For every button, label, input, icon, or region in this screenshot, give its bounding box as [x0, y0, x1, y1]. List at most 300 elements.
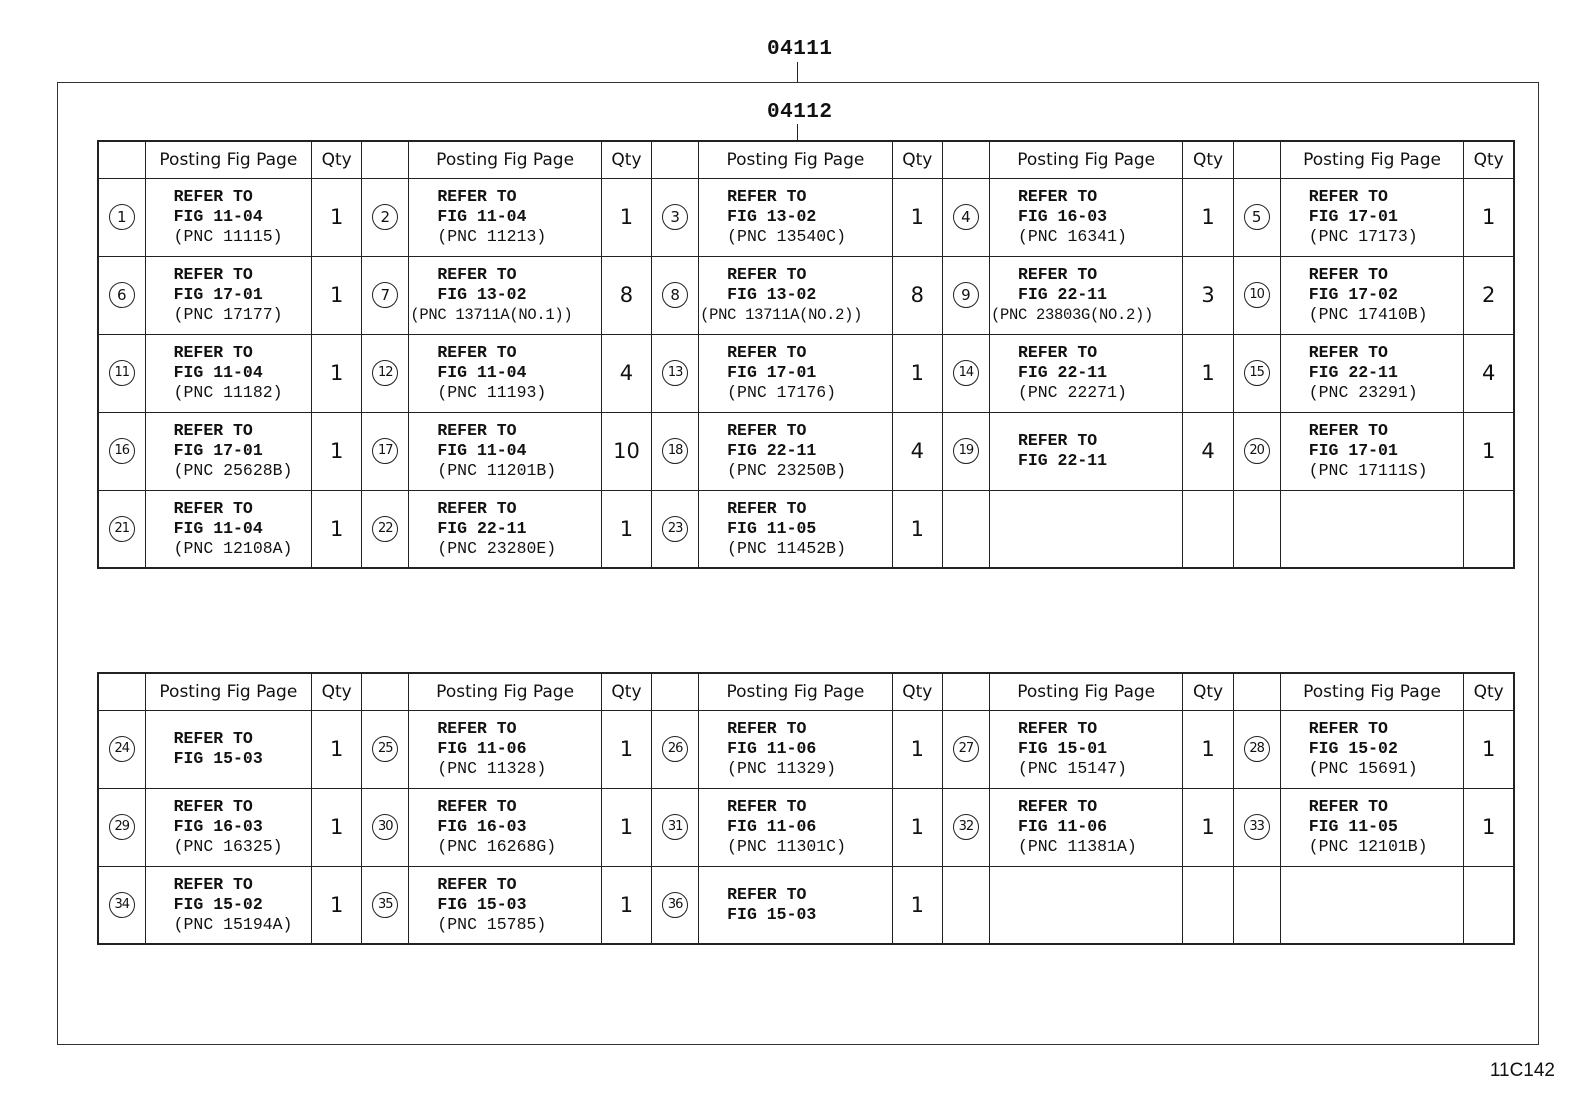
pnc-code: (PNC 11452B) [727, 538, 846, 558]
item-number-cell [942, 866, 989, 944]
quantity-cell: 1 [1464, 710, 1514, 788]
quantity-cell: 1 [892, 710, 942, 788]
refer-to-label: REFER TO [727, 498, 807, 518]
reference-cell [1280, 334, 1464, 412]
item-number-cell [652, 334, 699, 412]
header-num-cell [1233, 673, 1280, 710]
item-number-cell [652, 490, 699, 568]
quantity-cell [1464, 866, 1514, 944]
header-posting-fig-page: Posting Fig Page [699, 141, 893, 178]
header-num-cell [1233, 141, 1280, 178]
refer-to-label: REFER TO [1017, 431, 1098, 450]
fig-page: FIG 15-02 [173, 894, 263, 914]
pnc-code: (PNC 11115) [173, 227, 283, 246]
refer-to-label: REFER TO [437, 421, 517, 440]
reference-cell [145, 710, 311, 788]
fig-page: FIG 11-04 [173, 207, 263, 226]
pnc-code: (PNC 12108A) [173, 538, 293, 558]
quantity-cell: 1 [892, 334, 942, 412]
item-number-cell [362, 178, 409, 256]
quantity-cell: 1 [1464, 178, 1514, 256]
fig-page: FIG 15-02 [1308, 739, 1398, 758]
item-number-cell [98, 788, 145, 866]
header-posting-fig-page: Posting Fig Page [699, 673, 893, 710]
header-qty: Qty [601, 673, 651, 710]
item-number-cell [362, 866, 409, 944]
reference-cell [989, 788, 1183, 866]
fig-page: FIG 15-03 [173, 749, 263, 768]
item-number-badge: 7 [372, 282, 398, 308]
fig-page: FIG 11-06 [727, 739, 817, 758]
reference-table-1 [97, 140, 1515, 569]
header-row [98, 673, 1514, 710]
item-number-cell [98, 490, 145, 568]
refer-to-label: REFER TO [437, 719, 517, 738]
fig-page: FIG 22-11 [727, 441, 817, 460]
fig-page: FIG 15-03 [437, 894, 527, 914]
header-posting-fig-page: Posting Fig Page [409, 141, 602, 178]
reference-cell [699, 334, 893, 412]
refer-to-label: REFER TO [1308, 187, 1388, 206]
header-qty: Qty [1464, 141, 1514, 178]
header-posting-fig-page: Posting Fig Page [409, 673, 602, 710]
item-number-badge: 25 [372, 736, 398, 762]
refer-to-label: REFER TO [437, 187, 517, 206]
refer-to-label: REFER TO [727, 421, 807, 440]
item-number-badge: 14 [953, 360, 979, 386]
item-number-badge: 33 [1244, 814, 1270, 840]
item-number-badge: 6 [109, 282, 135, 308]
item-number-badge: 19 [953, 438, 979, 464]
inner-leader [797, 124, 798, 140]
reference-cell [1280, 788, 1464, 866]
pnc-code: (PNC 13540C) [727, 227, 846, 246]
pnc-code: (PNC 17111S) [1308, 461, 1428, 480]
fig-page: FIG 15-03 [727, 904, 817, 924]
reference-cell [1280, 256, 1464, 334]
quantity-cell: 4 [892, 412, 942, 490]
refer-to-label: REFER TO [727, 187, 807, 206]
item-number-badge: 13 [662, 360, 688, 386]
refer-to-label: REFER TO [727, 265, 807, 284]
item-number-cell [1233, 256, 1280, 334]
table-row [98, 788, 1514, 866]
reference-cell [989, 412, 1183, 490]
table-body [98, 710, 1514, 944]
header-qty: Qty [892, 141, 942, 178]
header-posting-fig-page: Posting Fig Page [145, 673, 311, 710]
item-number-cell [942, 788, 989, 866]
table-row [98, 710, 1514, 788]
header-posting-fig-page: Posting Fig Page [145, 141, 311, 178]
pnc-code: (PNC 13711A(NO.2)) [700, 306, 863, 324]
item-number-badge: 23 [662, 516, 688, 542]
quantity-cell: 1 [1183, 788, 1233, 866]
fig-page: FIG 17-02 [1308, 285, 1398, 304]
refer-to-label: REFER TO [1017, 343, 1098, 362]
item-number-cell [1233, 412, 1280, 490]
pnc-code: (PNC 11193) [437, 383, 547, 402]
fig-page: FIG 11-04 [437, 207, 527, 226]
item-number-badge: 34 [109, 892, 135, 918]
reference-cell [699, 412, 893, 490]
fig-page: FIG 13-02 [437, 285, 527, 304]
refer-to-label: REFER TO [1308, 343, 1388, 362]
pnc-code: (PNC 11213) [437, 227, 547, 246]
pnc-code: (PNC 17410B) [1308, 305, 1428, 324]
pnc-code: (PNC 23803G(NO.2)) [990, 306, 1153, 324]
quantity-cell: 8 [892, 256, 942, 334]
pnc-code: (PNC 22271) [1017, 383, 1127, 402]
refer-to-label: REFER TO [727, 884, 807, 904]
reference-cell [699, 490, 893, 568]
item-number-cell [362, 710, 409, 788]
header-num-cell [98, 673, 145, 710]
pnc-code: (PNC 11182) [173, 383, 283, 402]
reference-cell [145, 866, 311, 944]
quantity-cell: 1 [892, 866, 942, 944]
refer-to-label: REFER TO [173, 874, 253, 894]
reference-cell [1280, 710, 1464, 788]
fig-page: FIG 11-06 [437, 739, 527, 758]
item-number-cell [98, 412, 145, 490]
item-number-badge: 17 [372, 438, 398, 464]
quantity-cell: 8 [601, 256, 651, 334]
item-number-badge: 4 [953, 204, 979, 230]
item-number-badge: 36 [662, 892, 688, 918]
item-number-badge: 29 [109, 814, 135, 840]
reference-cell [145, 412, 311, 490]
pnc-code: (PNC 16268G) [437, 837, 557, 856]
item-number-badge: 26 [662, 736, 688, 762]
item-number-badge: 31 [662, 814, 688, 840]
pnc-code: (PNC 12101B) [1308, 837, 1428, 856]
header-num-cell [942, 141, 989, 178]
quantity-cell: 4 [601, 334, 651, 412]
reference-cell [1280, 412, 1464, 490]
reference-cell [409, 178, 602, 256]
item-number-cell [98, 334, 145, 412]
header-qty: Qty [312, 141, 362, 178]
fig-page: FIG 22-11 [1308, 363, 1398, 382]
table-row [98, 866, 1514, 944]
pnc-code: (PNC 11301C) [727, 837, 846, 856]
refer-to-label: REFER TO [173, 343, 253, 362]
fig-page: FIG 13-02 [727, 207, 817, 226]
item-number-cell [942, 412, 989, 490]
header-posting-fig-page: Posting Fig Page [989, 673, 1183, 710]
quantity-cell [1183, 490, 1233, 568]
pnc-code: (PNC 11328) [437, 759, 547, 778]
reference-cell [409, 788, 602, 866]
quantity-cell: 1 [1464, 412, 1514, 490]
pnc-code: (PNC 23280E) [437, 538, 557, 558]
fig-page: FIG 17-01 [173, 441, 263, 460]
refer-to-label: REFER TO [1017, 797, 1098, 816]
refer-to-label: REFER TO [437, 498, 517, 518]
item-number-cell [362, 412, 409, 490]
item-number-badge: 20 [1244, 438, 1270, 464]
item-number-badge: 30 [372, 814, 398, 840]
reference-cell [699, 178, 893, 256]
fig-page: FIG 17-01 [727, 363, 817, 382]
item-number-badge: 35 [372, 892, 398, 918]
refer-to-label: REFER TO [173, 797, 253, 816]
header-num-cell [362, 141, 409, 178]
reference-cell [699, 788, 893, 866]
fig-page: FIG 11-06 [1017, 817, 1108, 836]
quantity-cell: 1 [1464, 788, 1514, 866]
fig-page: FIG 13-02 [727, 285, 817, 304]
item-number-cell [652, 866, 699, 944]
item-number-cell [652, 788, 699, 866]
fig-page: FIG 11-04 [437, 363, 527, 382]
reference-cell [409, 256, 602, 334]
quantity-cell: 10 [601, 412, 651, 490]
item-number-badge: 24 [109, 736, 135, 762]
reference-cell [699, 866, 893, 944]
table-row [98, 412, 1514, 490]
item-number-badge: 9 [953, 282, 979, 308]
reference-cell [409, 866, 602, 944]
header-qty: Qty [1183, 673, 1233, 710]
reference-cell [1280, 490, 1464, 568]
pnc-code: (PNC 17176) [727, 383, 837, 402]
quantity-cell: 1 [1183, 710, 1233, 788]
reference-cell [409, 334, 602, 412]
quantity-cell: 1 [601, 490, 651, 568]
header-num-cell [942, 673, 989, 710]
quantity-cell: 3 [1183, 256, 1233, 334]
reference-cell [699, 710, 893, 788]
item-number-cell [1233, 178, 1280, 256]
item-number-cell [362, 788, 409, 866]
item-number-badge: 28 [1244, 736, 1270, 762]
header-qty: Qty [1183, 141, 1233, 178]
refer-to-label: REFER TO [173, 421, 253, 440]
fig-page: FIG 11-04 [437, 441, 527, 460]
item-number-cell [1233, 490, 1280, 568]
refer-to-label: REFER TO [1017, 719, 1098, 738]
pnc-code: (PNC 23250B) [727, 461, 846, 480]
quantity-cell: 4 [1464, 334, 1514, 412]
item-number-badge: 21 [109, 516, 135, 542]
refer-to-label: REFER TO [1308, 421, 1388, 440]
refer-to-label: REFER TO [1308, 797, 1388, 816]
fig-page: FIG 11-05 [727, 518, 817, 538]
reference-cell [699, 256, 893, 334]
refer-to-label: REFER TO [1308, 719, 1388, 738]
header-posting-fig-page: Posting Fig Page [989, 141, 1183, 178]
refer-to-label: REFER TO [727, 343, 807, 362]
quantity-cell: 1 [892, 178, 942, 256]
quantity-cell: 1 [312, 178, 362, 256]
item-number-badge: 5 [1244, 204, 1270, 230]
fig-page: FIG 16-03 [1017, 207, 1108, 226]
header-num-cell [652, 141, 699, 178]
item-number-cell [362, 256, 409, 334]
refer-to-label: REFER TO [1017, 187, 1098, 206]
item-number-badge: 10 [1244, 282, 1270, 308]
item-number-cell [1233, 334, 1280, 412]
reference-cell [1280, 866, 1464, 944]
quantity-cell: 1 [312, 490, 362, 568]
pnc-code: (PNC 17173) [1308, 227, 1418, 246]
reference-cell [145, 178, 311, 256]
fig-page: FIG 11-06 [727, 817, 817, 836]
quantity-cell: 1 [312, 334, 362, 412]
reference-cell [989, 490, 1183, 568]
fig-page: FIG 11-04 [173, 363, 263, 382]
refer-to-label: REFER TO [437, 343, 517, 362]
item-number-cell [942, 178, 989, 256]
table-header [98, 141, 1514, 178]
quantity-cell: 1 [312, 710, 362, 788]
item-number-cell [1233, 710, 1280, 788]
refer-to-label: REFER TO [1308, 265, 1388, 284]
item-number-cell [942, 490, 989, 568]
quantity-cell: 1 [601, 178, 651, 256]
item-number-badge: 18 [662, 438, 688, 464]
item-number-badge: 32 [953, 814, 979, 840]
table-body [98, 178, 1514, 568]
quantity-cell: 1 [312, 256, 362, 334]
quantity-cell [1183, 866, 1233, 944]
reference-cell [145, 788, 311, 866]
fig-page: FIG 22-11 [437, 518, 527, 538]
item-number-badge: 15 [1244, 360, 1270, 386]
quantity-cell: 1 [601, 866, 651, 944]
reference-cell [1280, 178, 1464, 256]
table-row [98, 490, 1514, 568]
pnc-code: (PNC 16341) [1017, 227, 1127, 246]
quantity-cell: 1 [601, 710, 651, 788]
fig-page: FIG 17-01 [173, 285, 263, 304]
item-number-cell [942, 710, 989, 788]
reference-cell [409, 412, 602, 490]
item-number-cell [652, 710, 699, 788]
quantity-cell: 1 [312, 866, 362, 944]
reference-cell [145, 490, 311, 568]
item-number-cell [98, 710, 145, 788]
refer-to-label: REFER TO [173, 498, 253, 518]
item-number-cell [98, 256, 145, 334]
fig-page: FIG 17-01 [1308, 441, 1398, 460]
pnc-code: (PNC 15785) [437, 914, 547, 934]
item-number-badge: 1 [109, 204, 135, 230]
table-header [98, 673, 1514, 710]
header-row [98, 141, 1514, 178]
quantity-cell: 1 [1183, 178, 1233, 256]
item-number-badge: 12 [372, 360, 398, 386]
header-posting-fig-page: Posting Fig Page [1280, 141, 1464, 178]
item-number-badge: 16 [109, 438, 135, 464]
item-number-cell [942, 334, 989, 412]
quantity-cell [1464, 490, 1514, 568]
item-number-cell [1233, 788, 1280, 866]
pnc-code: (PNC 11201B) [437, 461, 557, 480]
header-qty: Qty [892, 673, 942, 710]
reference-cell [989, 710, 1183, 788]
fig-page: FIG 16-03 [173, 817, 263, 836]
reference-cell [989, 256, 1183, 334]
fig-page: FIG 16-03 [437, 817, 527, 836]
inner-code: 04112 [767, 101, 833, 124]
item-number-cell [98, 178, 145, 256]
quantity-cell: 1 [892, 788, 942, 866]
item-number-cell [942, 256, 989, 334]
pnc-code: (PNC 23291) [1308, 383, 1418, 402]
table-row [98, 178, 1514, 256]
pnc-code: (PNC 15194A) [173, 914, 293, 934]
item-number-badge: 11 [109, 360, 135, 386]
header-qty: Qty [1464, 673, 1514, 710]
header-num-cell [652, 673, 699, 710]
fig-page: FIG 22-11 [1017, 451, 1108, 470]
quantity-cell: 1 [312, 788, 362, 866]
fig-page: FIG 22-11 [1017, 363, 1108, 382]
item-number-badge: 8 [662, 282, 688, 308]
refer-to-label: REFER TO [173, 187, 253, 206]
reference-cell [989, 866, 1183, 944]
item-number-cell [652, 256, 699, 334]
quantity-cell: 1 [312, 412, 362, 490]
refer-to-label: REFER TO [173, 729, 253, 748]
reference-table-2 [97, 672, 1515, 945]
item-number-badge: 3 [662, 204, 688, 230]
item-number-cell [652, 178, 699, 256]
outer-code: 04111 [767, 38, 833, 61]
item-number-cell [362, 490, 409, 568]
refer-to-label: REFER TO [437, 874, 517, 894]
refer-to-label: REFER TO [437, 797, 517, 816]
pnc-code: (PNC 15691) [1308, 759, 1418, 778]
refer-to-label: REFER TO [727, 719, 807, 738]
pnc-code: (PNC 25628B) [173, 461, 293, 480]
header-posting-fig-page: Posting Fig Page [1280, 673, 1464, 710]
header-num-cell [362, 673, 409, 710]
fig-page: FIG 15-01 [1017, 739, 1108, 758]
pnc-code: (PNC 15147) [1017, 759, 1127, 778]
item-number-badge: 22 [372, 516, 398, 542]
refer-to-label: REFER TO [727, 797, 807, 816]
quantity-cell: 4 [1183, 412, 1233, 490]
fig-page: FIG 11-04 [173, 518, 263, 538]
item-number-cell [98, 866, 145, 944]
figure-id: 11C142 [1489, 1060, 1555, 1081]
pnc-code: (PNC 13711A(NO.1)) [410, 306, 573, 324]
outer-leader [797, 62, 798, 82]
table-row [98, 334, 1514, 412]
pnc-code: (PNC 17177) [173, 305, 283, 324]
refer-to-label: REFER TO [173, 265, 253, 284]
item-number-cell [1233, 866, 1280, 944]
pnc-code: (PNC 16325) [173, 837, 283, 856]
reference-cell [989, 178, 1183, 256]
reference-cell [409, 490, 602, 568]
reference-cell [989, 334, 1183, 412]
pnc-code: (PNC 11381A) [1017, 837, 1137, 856]
header-qty: Qty [312, 673, 362, 710]
reference-cell [409, 710, 602, 788]
quantity-cell: 2 [1464, 256, 1514, 334]
refer-to-label: REFER TO [1017, 265, 1098, 284]
fig-page: FIG 17-01 [1308, 207, 1398, 226]
item-number-badge: 27 [953, 736, 979, 762]
item-number-cell [362, 334, 409, 412]
quantity-cell: 1 [1183, 334, 1233, 412]
item-number-badge: 2 [372, 204, 398, 230]
